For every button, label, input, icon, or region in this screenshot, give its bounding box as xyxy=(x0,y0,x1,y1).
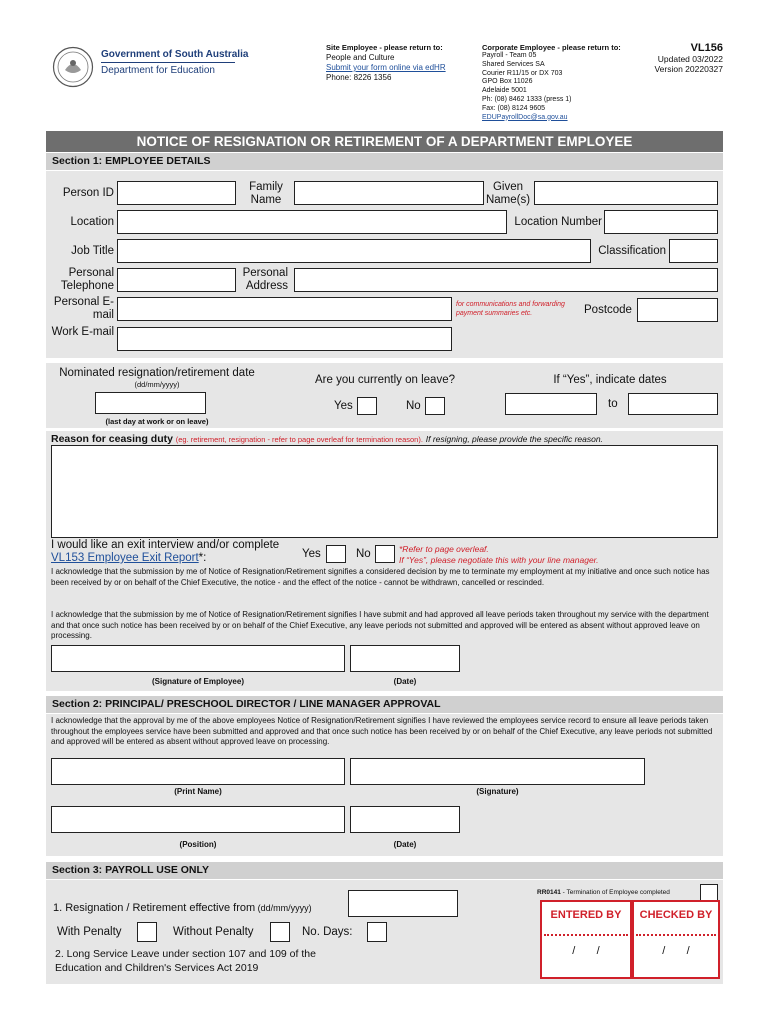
person-id-input[interactable] xyxy=(117,181,236,205)
on-leave-yes-checkbox[interactable] xyxy=(357,397,377,415)
exit-interview-label: I would like an exit interview and/or complete xyxy=(51,539,280,551)
site-online-link[interactable]: Submit your form online via edHR xyxy=(326,63,446,72)
no-days-label: No. Days: xyxy=(302,926,353,938)
employee-signature-input[interactable] xyxy=(51,645,345,672)
on-leave-yes-label: Yes xyxy=(334,400,353,412)
reason-heading: Reason for ceasing duty (eg. retirement, resignation - refer to page overleaf for termination reason). If resigning, please provide the specific reason. xyxy=(51,433,603,445)
personal-telephone-input[interactable] xyxy=(117,268,236,292)
family-name-label: Family Name xyxy=(249,181,283,206)
site-org: People and Culture xyxy=(326,53,395,62)
signature-employee-caption: (Signature of Employee) xyxy=(151,677,244,686)
employee-date-input[interactable] xyxy=(350,645,460,672)
personal-telephone-label: Personal Telephone xyxy=(60,267,114,292)
without-penalty-checkbox[interactable] xyxy=(270,922,290,942)
entered-by-date: / / xyxy=(572,945,600,957)
location-number-label: Location Number xyxy=(514,216,602,228)
family-name-input[interactable] xyxy=(294,181,484,205)
form-title: NOTICE OF RESIGNATION OR RETIREMENT OF A DEPARTMENT EMPLOYEE xyxy=(46,131,723,152)
exit-no-checkbox[interactable] xyxy=(375,545,395,563)
personal-email-label: Personal E-mail xyxy=(53,296,114,321)
classification-input[interactable] xyxy=(669,239,718,263)
entered-by-box[interactable] xyxy=(540,900,632,979)
ack-paragraph-2: I acknowledge that the submission by me of Notice of Resignation/Retirement signifies I have submit and had approved all leave periods taken throughout my service with the department and that once such notice has been received by or on behalf of the Chief Executive, any leave periods not submitted and approved will be entered as absent without approved leave on processing. xyxy=(51,610,709,640)
site-heading: Site Employee - please return to: xyxy=(326,43,443,52)
approver-date-input[interactable] xyxy=(350,806,460,833)
given-names-label: Given Name(s) xyxy=(485,181,531,206)
postcode-label: Postcode xyxy=(584,304,632,316)
approver-print-name-input[interactable] xyxy=(51,758,345,785)
with-penalty-label: With Penalty xyxy=(57,926,122,938)
corp-email-link[interactable]: EDUPayrollDoc@sa.gov.au xyxy=(482,113,568,121)
personal-address-label: Personal Address xyxy=(242,267,288,292)
section2-heading: Section 2: PRINCIPAL/ PRESCHOOL DIRECTOR / LINE MANAGER APPROVAL xyxy=(46,696,723,713)
job-title-input[interactable] xyxy=(117,239,591,263)
form-updated: Updated 03/2022 xyxy=(657,54,723,64)
approver-date-caption: (Date) xyxy=(393,840,417,849)
lsl-line2: Education and Children's Services Act 2019 xyxy=(55,962,259,974)
classification-label: Classification xyxy=(598,245,666,257)
work-email-label: Work E-mail xyxy=(51,326,114,338)
postcode-input[interactable] xyxy=(637,298,718,322)
on-leave-no-checkbox[interactable] xyxy=(425,397,445,415)
rr0141-checkbox[interactable] xyxy=(700,884,718,901)
site-phone: Phone: 8226 1356 xyxy=(326,73,392,82)
employee-date-caption: (Date) xyxy=(393,677,417,686)
on-leave-question: Are you currently on leave? xyxy=(315,374,455,386)
leave-dates-label: If “Yes”, indicate dates xyxy=(553,374,667,386)
personal-address-input[interactable] xyxy=(294,268,718,292)
approver-signature-input[interactable] xyxy=(350,758,645,785)
corp-heading: Corporate Employee - please return to: xyxy=(482,43,621,52)
dept-name: Department for Education xyxy=(101,65,215,76)
leave-start-input[interactable] xyxy=(505,393,597,415)
entered-by-label: ENTERED BY xyxy=(550,909,622,921)
refer-note: *Refer to page overleaf. xyxy=(399,544,489,554)
checked-by-dotted-line xyxy=(636,934,716,936)
ack-paragraph-1: I acknowledge that the submission by me of Notice of Resignation/Retirement signifies a considered decision by me to terminate my employment at my initiative and once such notice has been received by or on behalf of the Chief Executive, the notice - and the effect of the notice - cannot be withdrawn, cancelled or rescinded. xyxy=(51,567,710,587)
without-penalty-label: Without Penalty xyxy=(173,926,254,938)
print-name-caption: (Print Name) xyxy=(174,787,222,796)
exit-report-link[interactable]: VL153 Employee Exit Report xyxy=(51,552,199,564)
job-title-label: Job Title xyxy=(71,245,114,257)
approver-position-input[interactable] xyxy=(51,806,345,833)
gov-name: Government of South Australia xyxy=(101,49,249,60)
sa-government-logo xyxy=(52,46,94,88)
negotiate-note: If “Yes”, please negotiate this with your line manager. xyxy=(399,555,599,565)
exit-yes-label: Yes xyxy=(302,548,321,560)
last-day-hint: (last day at work or on leave) xyxy=(105,417,209,426)
person-id-label: Person ID xyxy=(62,187,114,199)
date-format-hint: (dd/mm/yyyy) xyxy=(134,380,180,389)
form-code: VL156 xyxy=(690,42,723,54)
work-email-input[interactable] xyxy=(117,327,452,351)
checked-by-label: CHECKED BY xyxy=(639,909,713,921)
checked-by-box[interactable] xyxy=(632,900,720,979)
location-input[interactable] xyxy=(117,210,507,234)
approver-signature-caption: (Signature) xyxy=(476,787,519,796)
effective-from-label: 1. Resignation / Retirement effective from (dd/mm/yyyy) xyxy=(53,902,312,914)
location-number-input[interactable] xyxy=(604,210,718,234)
position-caption: (Position) xyxy=(179,840,217,849)
entered-by-dotted-line xyxy=(544,934,628,936)
comm-note: for communications and forwarding payment summaries etc. xyxy=(456,301,565,317)
location-label: Location xyxy=(70,216,114,228)
section2-ack: I acknowledge that the approval by me of the above employees Notice of Resignation/Retirement signifies I have reviewed the employees service record to ensure all leave periods taken throughout the employees service have been submitted and approved and that once such notice has been received by or on behalf of the Chief Executive, any leave periods not submitted and approved will be entered as absent without approved leave on processing. xyxy=(51,716,713,746)
given-names-input[interactable] xyxy=(534,181,718,205)
corp-address: Payroll - Team 05 Shared Services SA Courier R11/15 or DX 703 GPO Box 11026 Adelaide 5001 Ph: (08) 8462 1333 (press 1) Fax: (08) 8124 9605 EDUPayrollDoc@sa.gov.au xyxy=(482,52,572,121)
section3-heading: Section 3: PAYROLL USE ONLY xyxy=(46,862,723,879)
lsl-line1: 2. Long Service Leave under section 107 and 109 of the xyxy=(55,948,316,960)
reason-textarea[interactable] xyxy=(51,445,718,538)
exit-no-label: No xyxy=(356,548,371,560)
leave-to-label: to xyxy=(608,398,618,410)
on-leave-no-label: No xyxy=(406,400,421,412)
effective-date-input[interactable] xyxy=(348,890,458,917)
personal-email-input[interactable] xyxy=(117,297,452,321)
leave-end-input[interactable] xyxy=(628,393,718,415)
exit-yes-checkbox[interactable] xyxy=(326,545,346,563)
section1-heading: Section 1: EMPLOYEE DETAILS xyxy=(46,153,723,170)
rr0141-label: RR0141 - Termination of Employee completed xyxy=(537,889,670,896)
nominated-date-label: Nominated resignation/retirement date xyxy=(59,367,255,379)
with-penalty-checkbox[interactable] xyxy=(137,922,157,942)
form-version: Version 20220327 xyxy=(654,64,723,74)
no-days-input[interactable] xyxy=(367,922,387,942)
exit-report-line: VL153 Employee Exit Report*: xyxy=(51,552,207,564)
checked-by-date: / / xyxy=(662,945,690,957)
nominated-date-input[interactable] xyxy=(95,392,206,414)
logo-divider xyxy=(101,62,235,63)
